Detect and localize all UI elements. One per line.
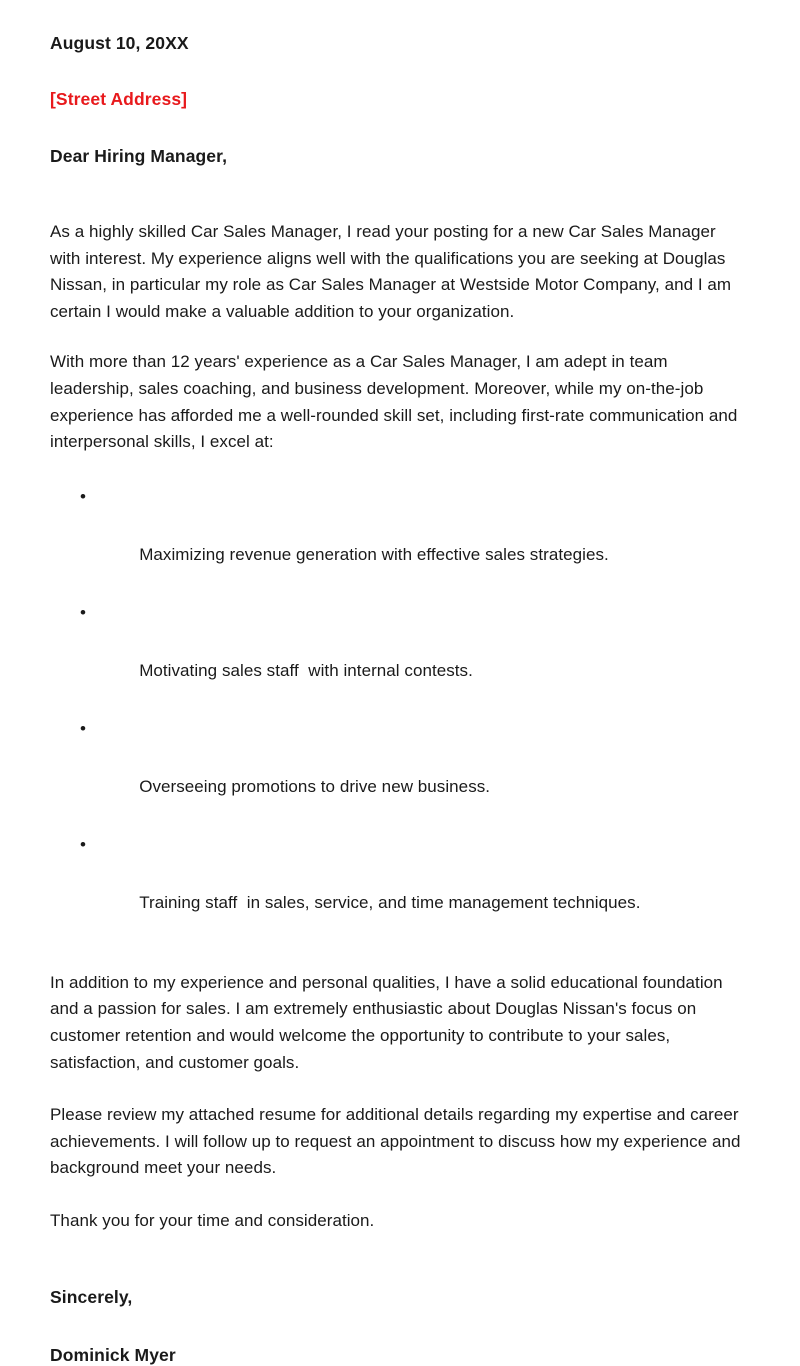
bullet-list-item-label: Overseeing promotions to drive new business. xyxy=(139,776,491,796)
bullet-point-icon: • xyxy=(80,834,87,854)
bullet-list-item-label: Motivating sales staff with internal contests. xyxy=(139,660,473,680)
body-paragraph-5: Thank you for your time and consideration. xyxy=(50,1210,375,1230)
street-address-placeholder: [Street Address] xyxy=(50,89,188,109)
skills-bullet-list xyxy=(50,456,742,946)
bullet-list-item-label: Training staff in sales, service, and time management techniques. xyxy=(139,892,641,912)
bullet-list-item xyxy=(50,598,742,714)
bullet-point-icon: • xyxy=(80,718,87,738)
bullet-list-item xyxy=(50,482,742,598)
bullet-list-item xyxy=(50,714,742,830)
body-paragraph-2: With more than 12 years' experience as a Car Sales Manager, I am adept in team leadership, sales coaching, and business development. Moreover, while my on-the-job experience has afforded me a well-rounded skill set, including first-rate communication and interpersonal skills, I excel at: xyxy=(50,352,743,452)
body-paragraph-3: In addition to my experience and personal qualities, I have a solid educational foundation and a passion for sales. I am extremely enthusiastic about Douglas Nissan's focus on customer retention and would welcome the opportunity to contribute to your sales, satisfaction, and customer goals. xyxy=(50,972,728,1072)
letter-date: August 10, 20XX xyxy=(50,33,189,53)
closing-salutation: Sincerely, xyxy=(50,1286,133,1307)
signer-name: Dominick Myer xyxy=(50,1344,176,1365)
bullet-list-item xyxy=(50,830,742,946)
letter-body xyxy=(50,0,746,1366)
salutation: Dear Hiring Manager, xyxy=(50,146,228,166)
body-paragraph-1: As a highly skilled Car Sales Manager, I read your posting for a new Car Sales Manager with interest. My experience aligns well with the qualifications you are seeking at Douglas Nissan, in particular my role as Car Sales Manager at Westside Motor Company, and I am certain I would make a valuable addition to your organization. xyxy=(50,222,736,321)
bullet-point-icon: • xyxy=(80,602,87,622)
bullet-point-icon: • xyxy=(80,486,87,506)
body-paragraph-4: Please review my attached resume for additional details regarding my expertise and career achievements. I will follow up to request an appointment to discuss how my experience and background meet your needs. xyxy=(50,1105,746,1178)
bullet-list-item-label: Maximizing revenue generation with effective sales strategies. xyxy=(139,544,609,564)
